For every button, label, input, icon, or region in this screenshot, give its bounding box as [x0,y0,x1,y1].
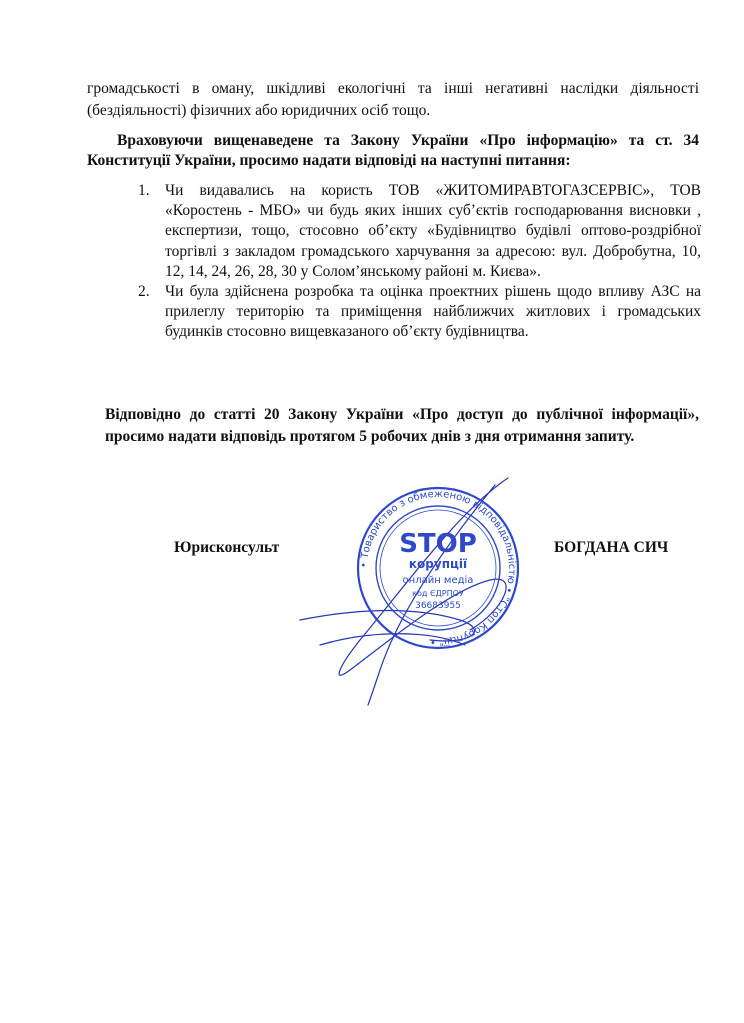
paragraph-deadline: Відповідно до статті 20 Закону України «Про доступ до публічної інформації», просимо надати відповідь протягом 5 робочих днів з дня отримання запиту. [105,406,699,445]
list-item-text: Чи видавались на користь ТОВ «ЖИТОМИРАВТОГАЗСЕРВІС», ТОВ «Коростень - МБО» чи будь яких інших суб’єктів господарювання висновки , експертизи, тощо, стосовно об’єкту «Будівництво будівлі оптово-роздрібної торгівлі з закладом громадського харчування за адресою: вул. Добробутна, 10, 12, 14, 24, 26, 28, 30 у Солом’янському районі м. Києва». [165,182,701,280]
signature-name: БОГДАНА СИЧ [554,539,669,556]
stamp-code: 36683955 [415,601,461,611]
list-item-text: Чи була здійснена розробка та оцінка проектних рішень щодо впливу АЗС на прилеглу територію та приміщення найближчих житлових і громадських будинків стосовно вищевказаного об’єкту будівництва. [165,283,701,341]
signature-position: Юрисконсульт [174,539,280,556]
company-stamp [290,470,550,710]
stamp-media-text: онлайн медіа [402,575,474,586]
paragraph-request: Враховуючи вищенаведене та Закону України «Про інформацію» та ст. 34 Конституції України, просимо надати відповіді на наступні питання: [87,132,699,169]
questions-list [138,181,701,343]
list-item-number: 2. [138,283,150,301]
stamp-main-text: STOP [399,529,477,559]
list-item-number: 1. [138,182,150,199]
paragraph-intro: громадськості в оману, шкідливі екологічні та інші негативні наслідки діяльності (бездіяльності) фізичних або юридичних осіб тощо. [87,80,699,119]
stamp-ring-textpath: • Товариство з обмеженою відповідальністю • "Стоп Корупції" • [358,488,518,648]
stamp-sub-text: корупції [408,557,468,571]
list-item [138,181,701,282]
list-item [138,282,701,343]
stamp-code-label: код ЄДРПОУ [412,589,464,598]
